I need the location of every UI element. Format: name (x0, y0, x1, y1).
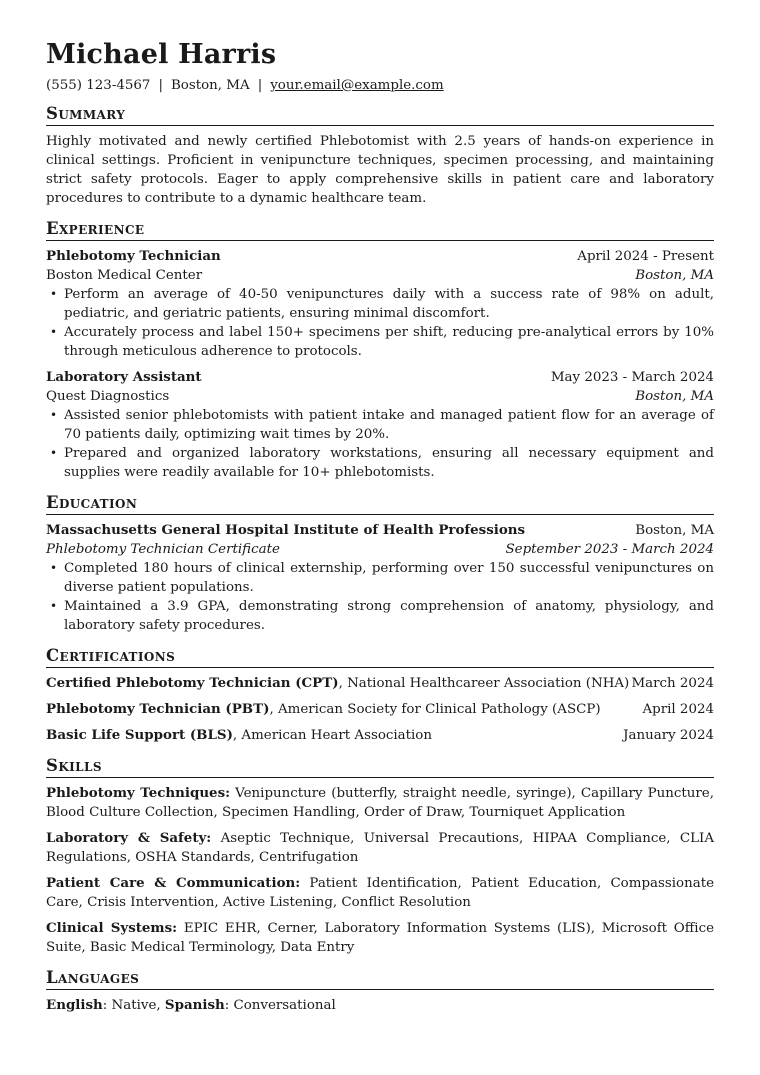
certification-item (46, 674, 714, 693)
job-company: Quest Diagnostics (46, 389, 170, 404)
skill-text: EPIC EHR, Cerner, Laboratory Information Systems (LIS), Microsoft Office Suite, Basic Medical Terminology, Data Entry (46, 921, 714, 955)
languages-line (46, 996, 714, 1015)
job-dates: May 2023 - March 2024 (550, 370, 714, 385)
section-heading-experience: Experience (46, 219, 714, 241)
job-title-row (46, 368, 714, 387)
email-link[interactable]: your.email@example.com (270, 78, 444, 93)
certification-date: March 2024 (631, 676, 714, 691)
certification-issuer: , American Society for Clinical Pathology (ASCP) (269, 702, 601, 717)
job-bullets (46, 406, 714, 482)
bullet-item: • Prepared and organized laboratory workstations, ensuring all necessary equipment and supplies were readily available for 10+ phlebotomists. (64, 444, 714, 482)
summary-section (46, 104, 714, 208)
section-heading-education: Education (46, 493, 714, 515)
job-bullets (46, 285, 714, 361)
skill-group (46, 829, 714, 867)
school-name: Massachusetts General Hospital Institute of Health Professions (46, 522, 526, 538)
degree-row (46, 540, 714, 559)
job-company: Boston Medical Center (46, 268, 203, 283)
bullet-item: • Perform an average of 40-50 venipunctures daily with a success rate of 98% on adult, pediatric, and geriatric patients, ensuring minimal discomfort. (64, 285, 714, 323)
skill-label: Patient Care & Communication: (46, 875, 301, 891)
section-heading-languages: Languages (46, 968, 714, 990)
skill-text: Venipuncture (butterfly, straight needle, syringe), Capillary Puncture, Blood Culture Collection, Specimen Handling, Order of Draw, Tourniquet Application (46, 786, 714, 820)
certification-date: April 2024 (642, 702, 714, 717)
certification-name: Basic Life Support (BLS) (46, 727, 233, 743)
job-title: Laboratory Assistant (46, 369, 202, 385)
skills-section (46, 756, 714, 957)
location-text: Boston, MA (170, 78, 250, 93)
job-entry (46, 247, 714, 361)
degree-dates: September 2023 - March 2024 (505, 542, 714, 557)
certification-issuer: , National Healthcareer Association (NHA) (338, 676, 630, 691)
section-heading-summary: Summary (46, 104, 714, 126)
job-location: Boston, MA (635, 268, 714, 283)
certification-issuer: , American Heart Association (232, 728, 432, 743)
school-row (46, 521, 714, 540)
bullet-item: • Accurately process and label 150+ specimens per shift, reducing pre-analytical errors by 10% through meticulous adherence to protocols. (64, 323, 714, 361)
certification-item (46, 700, 714, 719)
certification-name: Certified Phlebotomy Technician (CPT) (46, 675, 339, 691)
skill-group (46, 784, 714, 822)
skill-text: Patient Identification, Patient Education, Compassionate Care, Crisis Intervention, Active Listening, Conflict Resolution (46, 876, 714, 910)
education-section (46, 493, 714, 635)
contact-line (46, 76, 714, 95)
skill-label: Phlebotomy Techniques: (46, 785, 231, 801)
certification-name: Phlebotomy Technician (PBT) (46, 701, 270, 717)
bullet-item: • Assisted senior phlebotomists with patient intake and managed patient flow for an average of 70 patients daily, optimizing wait times by 20%. (64, 406, 714, 444)
job-company-row (46, 266, 714, 285)
certifications-section (46, 646, 714, 745)
resume-header (46, 38, 714, 95)
contact-separator: | (257, 78, 263, 93)
skill-text: Aseptic Technique, Universal Precautions, HIPAA Compliance, CLIA Regulations, OSHA Standards, Centrifugation (46, 831, 714, 865)
skill-group (46, 919, 714, 957)
job-title: Phlebotomy Technician (46, 248, 221, 264)
certification-item (46, 726, 714, 745)
languages-section (46, 968, 714, 1015)
language-name: English (46, 997, 103, 1013)
section-heading-skills: Skills (46, 756, 714, 778)
skill-label: Laboratory & Safety: (46, 830, 212, 846)
contact-separator: | (158, 78, 163, 93)
experience-section (46, 219, 714, 482)
candidate-name: Michael Harris (46, 39, 277, 70)
certification-date: January 2024 (623, 728, 714, 743)
section-heading-certifications: Certifications (46, 646, 714, 668)
summary-text: Highly motivated and newly certified Phlebotomist with 2.5 years of hands-on experience in clinical settings. Proficient in venipuncture techniques, specimen processing, and maintaining strict safety protocols. Eager to apply comprehensive skills in patient care and laboratory procedures to contribute to a dynamic healthcare team. (46, 134, 714, 206)
school-location: Boston, MA (635, 523, 714, 538)
language-level: : Native (102, 998, 157, 1013)
education-bullets (46, 559, 714, 635)
skill-group (46, 874, 714, 912)
phone-number: (555) 123-4567 (46, 78, 151, 93)
language-level: : Conversational (224, 998, 336, 1013)
job-company-row (46, 387, 714, 406)
job-title-row (46, 247, 714, 266)
job-location: Boston, MA (635, 389, 714, 404)
bullet-item: • Completed 180 hours of clinical externship, performing over 150 successful venipunctures on diverse patient populations. (64, 559, 714, 597)
bullet-item: • Maintained a 3.9 GPA, demonstrating strong comprehension of anatomy, physiology, and laboratory safety procedures. (64, 597, 714, 635)
skill-label: Clinical Systems: (46, 920, 178, 936)
job-entry (46, 368, 714, 482)
job-dates: April 2024 - Present (577, 249, 714, 264)
degree-name: Phlebotomy Technician Certificate (46, 542, 280, 557)
language-joiner: , (156, 998, 165, 1013)
language-name: Spanish (164, 997, 225, 1013)
